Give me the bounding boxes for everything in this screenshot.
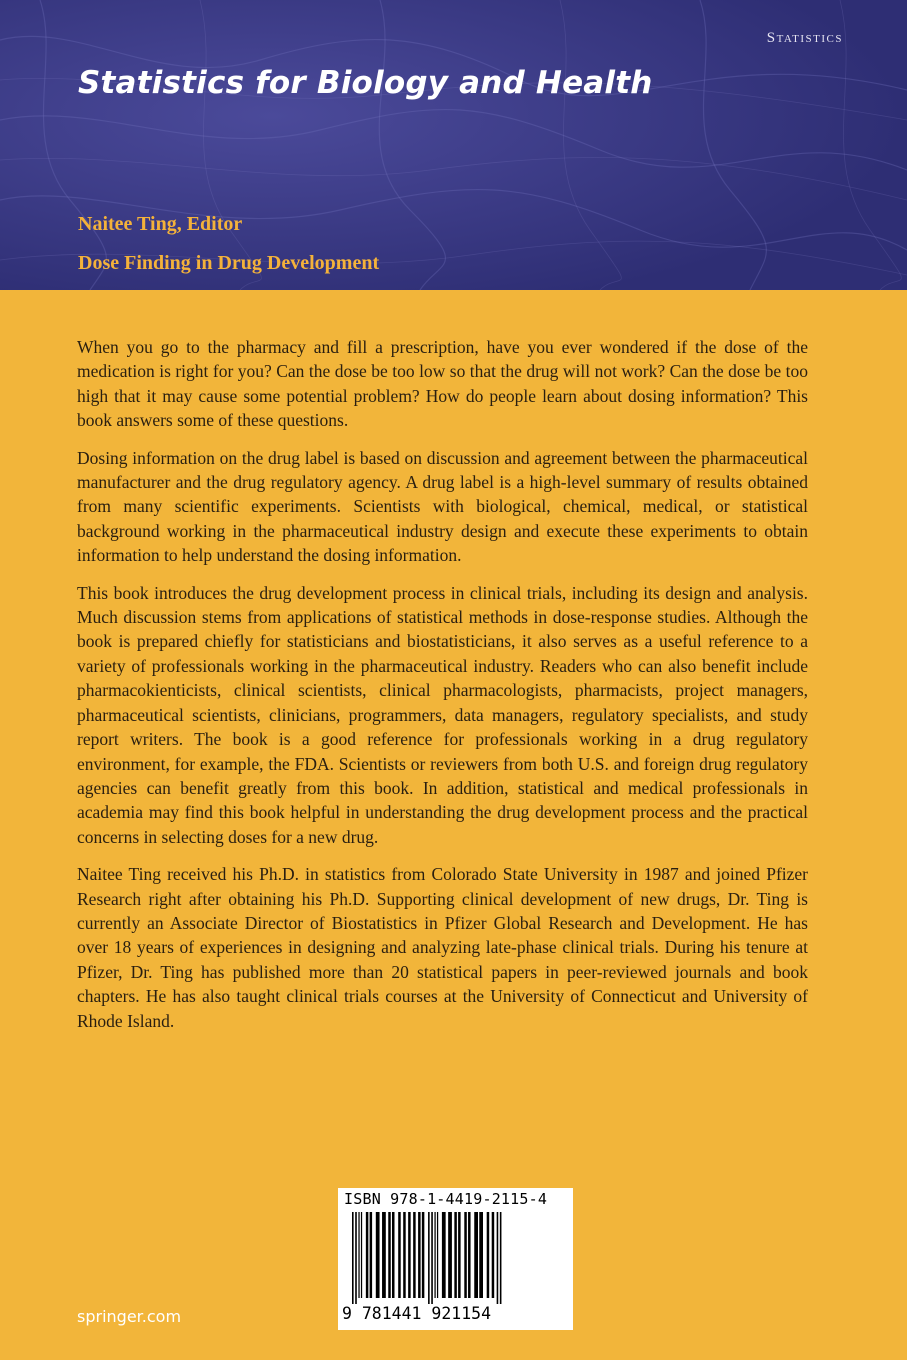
barcode-bar: [418, 1212, 421, 1298]
barcode-bar: [437, 1212, 438, 1298]
barcode-bar: [392, 1212, 395, 1298]
barcode-bar: [454, 1212, 457, 1298]
header-band: [0, 0, 907, 290]
barcode-bar: [479, 1212, 483, 1298]
category-label: Statistics: [766, 30, 843, 46]
barcode-bar: [458, 1212, 461, 1298]
barcode-bar: [464, 1212, 467, 1298]
barcode-bar: [408, 1212, 411, 1298]
publisher-website[interactable]: springer.com: [77, 1307, 182, 1326]
barcode-bar: [358, 1212, 359, 1298]
author-bio-paragraph: Naitee Ting received his Ph.D. in statistics from Colorado State University in 1987 and joined Pfizer Research right after obtaining his Ph.D. Supporting clinical development of new drugs, Dr. Ting is currently an Associate Director of Biostatistics in Pfizer Global Research and Development. He has over 18 years of experiences in designing and analyzing late-phase clinical trials. During his tenure at Pfizer, Dr. Ting has published more than 20 statistical papers in peer-reviewed journals and book chapters. He has also taught clinical trials courses at the University of Connecticut and University of Rhode Island.: [77, 864, 808, 1031]
barcode-bar: [361, 1212, 362, 1298]
blurb-text: [77, 335, 808, 1046]
barcode-bars: [352, 1212, 560, 1304]
barcode-bar: [492, 1212, 495, 1298]
barcode-bar: [468, 1212, 471, 1298]
barcode-bar: [388, 1212, 391, 1298]
barcode-bar: [474, 1212, 478, 1298]
blurb-paragraph: Dosing information on the drug label is based on discussion and agreement between the pharmaceutical manufacturer and the drug regulatory agency. A drug label is a high-level summary of results obtained from many scientific experiments. Scientists with biological, chemical, medical, or statistical background working in the pharmaceutical industry design and execute these experiments to obtain information to help understand the dosing information.: [77, 447, 808, 566]
barcode-bar: [370, 1212, 373, 1298]
barcode-bar: [403, 1212, 406, 1298]
blurb-paragraph: When you go to the pharmacy and fill a prescription, have you ever wondered if the dose of the medication is right for you? Can the dose be too low so that the drug will not work? Can the dose be too high that it may cause some potential problem? How do people learn about dosing information? This book answers some of these questions.: [77, 337, 808, 431]
barcode-bar: [376, 1212, 380, 1298]
barcode-bar: [442, 1212, 446, 1298]
barcode-bar: [398, 1212, 401, 1298]
barcode-bar: [500, 1212, 502, 1304]
series-title: Statistics for Biology and Health: [78, 65, 653, 101]
isbn-barcode: [338, 1188, 573, 1330]
barcode-bar: [428, 1212, 430, 1304]
barcode-bar: [422, 1212, 425, 1298]
barcode-bar: [431, 1212, 433, 1304]
barcode-bar: [487, 1212, 490, 1298]
editor-name: Naitee Ting, Editor: [78, 213, 243, 235]
barcode-bar: [355, 1212, 357, 1304]
barcode-bar: [434, 1212, 435, 1298]
barcode-bar: [352, 1212, 354, 1304]
isbn-label: ISBN 978-1-4419-2115-4: [344, 1190, 548, 1208]
barcode-bar: [497, 1212, 499, 1304]
barcode-bar: [382, 1212, 386, 1298]
barcode-bar: [448, 1212, 452, 1298]
barcode-bar: [413, 1212, 416, 1298]
barcode-bar: [366, 1212, 369, 1298]
book-title: Dose Finding in Drug Development: [78, 252, 380, 274]
blurb-paragraph: This book introduces the drug development process in clinical trials, including its design and analysis. Much discussion stems from applications of statistical methods in dose-response studies. Although the book is prepared chiefly for statisticians and biostatisticians, it also serves as a useful reference to a variety of professionals working in the pharmaceutical industry. Readers who can also benefit include pharmacokienticists, clinical scientists, clinical pharmacologists, pharmacists, project managers, pharmaceutical scientists, clinicians, programmers, data managers, regulatory specialists, and study report writers. The book is a good reference for professionals working in a drug regulatory environment, for example, the FDA. Scientists or reviewers from both U.S. and foreign drug regulatory agencies can benefit greatly from this book. In addition, statistical and medical professionals in academia may find this book helpful in understanding the drug development process and the practical concerns in selecting doses for a new drug.: [77, 582, 808, 847]
barcode-digits: 9 781441 921154: [342, 1304, 492, 1323]
